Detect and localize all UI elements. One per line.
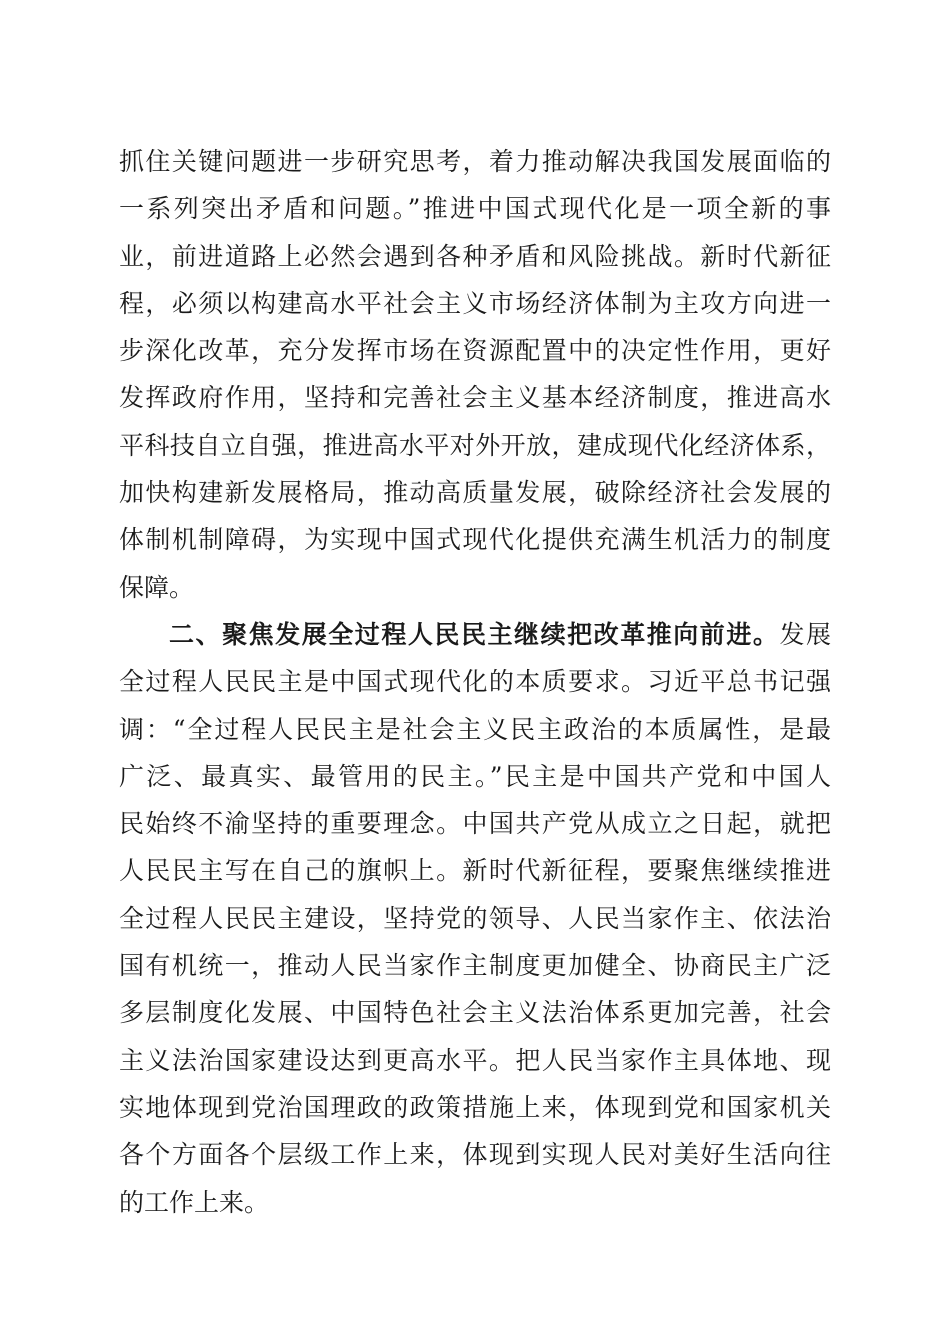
paragraph-line: 保障。 (119, 572, 195, 602)
paragraph-line: 国有机统一，推动人民当家作主制度更加健全、协商民主广泛 (119, 951, 831, 981)
paragraph-line: 民始终不渝坚持的重要理念。中国共产党从成立之日起，就把 (119, 809, 831, 839)
paragraph-line: 发挥政府作用，坚持和完善社会主义基本经济制度，推进高水 (119, 383, 831, 413)
section-heading-line (119, 611, 831, 658)
paragraph-line: 主义法治国家建设达到更高水平。把人民当家作主具体地、现 (119, 1045, 831, 1075)
paragraph-line: 程，必须以构建高水平社会主义市场经济体制为主攻方向进一 (119, 288, 831, 318)
paragraph-line: 调：“全过程人民民主是社会主义民主政治的本质属性，是最 (119, 714, 831, 744)
paragraph-line: 实地体现到党治国理政的政策措施上来，体现到党和国家机关 (119, 1092, 831, 1122)
heading-line-text: 发展 (779, 619, 831, 649)
section-heading: 二、聚焦发展全过程人民民主继续把改革推向前进。 (169, 619, 780, 649)
paragraph-line: 体制机制障碍，为实现中国式现代化提供充满生机活力的制度 (119, 525, 831, 555)
paragraph-1 (119, 138, 831, 611)
paragraph-line: 步深化改革，充分发挥市场在资源配置中的决定性作用，更好 (119, 336, 831, 366)
paragraph-line: 抓住关键问题进一步研究思考，着力推动解决我国发展面临的 (119, 147, 831, 176)
paragraph-line: 多层制度化发展、中国特色社会主义法治体系更加完善，社会 (119, 998, 831, 1028)
paragraph-line: 业，前进道路上必然会遇到各种矛盾和风险挑战。新时代新征 (119, 241, 831, 271)
document-body (119, 138, 831, 1226)
paragraph-line: 加快构建新发展格局，推动高质量发展，破除经济社会发展的 (119, 478, 831, 508)
paragraph-line: 一系列突出矛盾和问题。”推进中国式现代化是一项全新的事 (119, 194, 831, 224)
paragraph-line: 全过程人民民主是中国式现代化的本质要求。习近平总书记强 (119, 667, 831, 697)
paragraph-line: 各个方面各个层级工作上来，体现到实现人民对美好生活向往 (119, 1140, 831, 1170)
paragraph-line: 的工作上来。 (119, 1187, 270, 1217)
paragraph-line: 平科技自立自强，推进高水平对外开放，建成现代化经济体系， (119, 430, 831, 460)
paragraph-line: 广泛、最真实、最管用的民主。”民主是中国共产党和中国人 (119, 761, 831, 791)
paragraph-2 (119, 611, 831, 1226)
paragraph-line: 人民民主写在自己的旗帜上。新时代新征程，要聚焦继续推进 (119, 856, 831, 886)
paragraph-line: 全过程人民民主建设，坚持党的领导、人民当家作主、依法治 (119, 903, 831, 933)
